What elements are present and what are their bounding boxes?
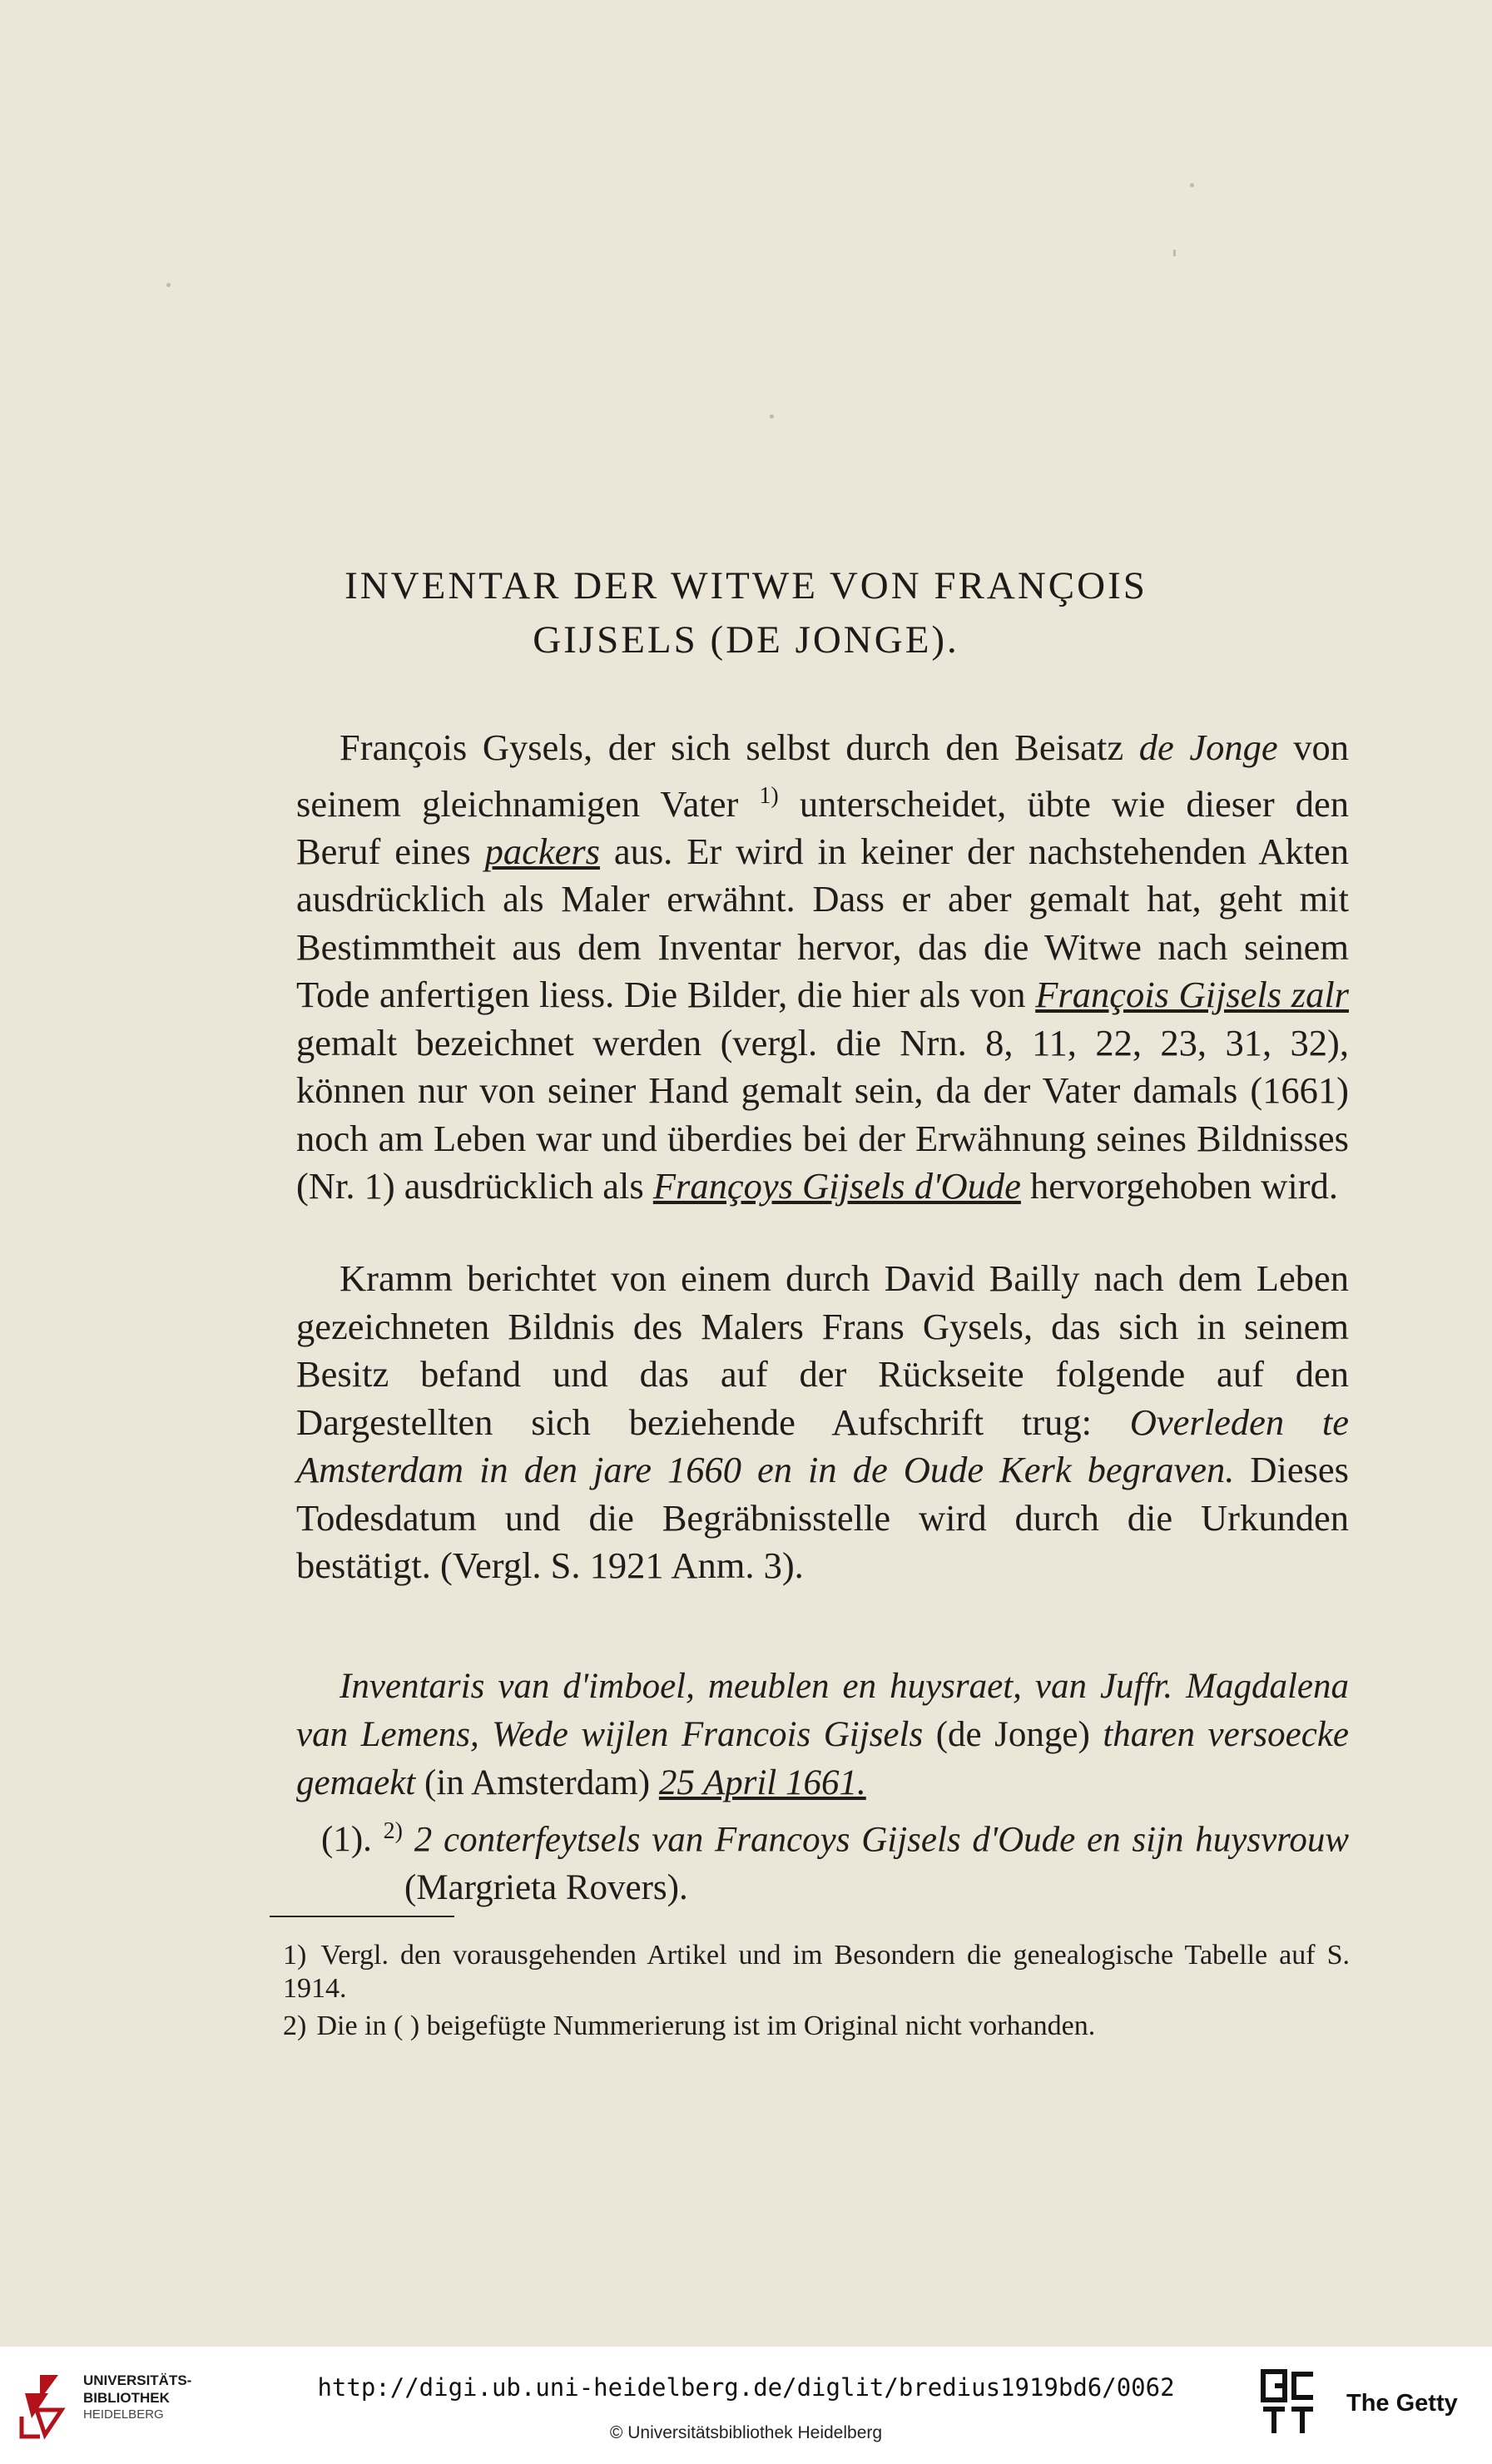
italic-run: tharen versoecke gemaekt [296,1715,1350,1802]
footnote-number: 2) [283,2010,307,2041]
paper-speck [1190,183,1194,187]
italic-run: François Gijsels zalr [1035,974,1349,1016]
permalink-url[interactable]: http://digi.ub.uni-heidelberg.de/diglit/bredius1919bd6/0062 [317,2373,1175,2402]
footnote-text: Vergl. den vorausgehenden Artikel und im Besondern die genealogische Tabelle auf S. 1914. [283,1940,1351,2004]
text-run: von seinem gleichnamigen Vater [296,726,1349,825]
text-run: gemalt bezeichnet werden (vergl. die Nrn. 8, 11, 22, 23, 31, 32), können nur von seiner Hand gemalt sein, da der Vater damals (1661) noch am Leben war und überdies bei der Erwähnung seines Bildnisses (Nr. 1) ausdrücklich als [296,1021,1349,1207]
library-name-line: HEIDELBERG [83,2407,164,2422]
body-paragraph-2 [296,1255,1349,1590]
text-run: unterscheidet, übte wie dieser den Beruf eines [296,782,1350,872]
footnote-ref: 1) [759,782,779,809]
italic-run: packers [484,830,600,872]
page-title-line-2: GIJSELS (DE JONGE). [533,618,959,662]
inventory-heading [296,1663,1349,1807]
footnote-text: Die in ( ) beigefügte Nummerierung ist im Original nicht vorhanden. [316,2010,1096,2041]
item-number: (1). [321,1820,372,1860]
paper-speck [770,414,774,419]
text-run: (in Amsterdam) [415,1763,659,1802]
footnote-number: 1) [283,1940,307,1971]
italic-run: Overleden te Amsterdam in den jare 1660 en in de Oude Kerk begraven. [296,1401,1349,1490]
text-run: aus. Er wird in keiner der nachstehenden Akten ausdrücklich als Maler erwähnt. Dass er aber gemalt hat, geht mit Bestimmtheit aus dem Inventar hervor, das die Witwe nach seinem Tode anfertigen liess. Die Bilder, die hier als von [296,830,1349,1016]
viewer-footer [0,2347,1492,2464]
partner-name[interactable]: The Getty [1346,2390,1458,2417]
text-run: (de Jonge) [923,1715,1103,1754]
page-title-line-1: INVENTAR DER WITWE VON FRANÇOIS [344,564,1148,607]
text-run: (Margrieta Rovers). [404,1868,688,1908]
body-paragraph-1 [296,724,1349,1211]
text-run: hervorgehoben wird. [1020,1165,1338,1207]
text-run: Dieses Todesdatum und die Begräbnisstelle wird durch die Urkunden bestätigt. (Vergl. S. 1921 Anm. 3). [296,1449,1349,1586]
italic-run: Françoys Gijsels d'Oude [652,1165,1021,1207]
paper-speck [166,283,171,287]
footnote-divider [270,1916,454,1917]
inventory-item-1 [296,1807,1349,1912]
italic-run: de Jonge [1138,726,1278,768]
footnote-ref: 2) [383,1818,403,1844]
text-run: Kramm berichtet von einem durch David Bailly nach dem Leben gezeichneten Bildnis des Malers Frans Gysels, das sich in seinem Besitz befand und das auf der Rückseite folgende auf den Dargestellten sich beziehende Aufschrift trug: [296,1257,1349,1443]
footnote-2 [283,2010,1350,2043]
paper-speck [1173,250,1176,256]
inventory-section [296,1663,1349,1912]
getty-logo-icon[interactable] [1260,2368,1316,2438]
footnote-1 [283,1939,1350,2005]
italic-run: 2 conterfeytsels van Francoys Gijsels d'Oude en sijn huysvrouw [402,1820,1349,1860]
copyright-notice: © Universitätsbibliothek Heidelberg [609,2423,883,2442]
library-name-line: BIBLIOTHEK [83,2390,170,2406]
italic-run: Inventaris van d'imboel, meublen en huysraet, van Juffr. Magdalena van Lemens, Wede wijlen Francois Gijsels [296,1667,1349,1754]
italic-run: 25 April 1661. [658,1763,866,1802]
library-name-line: UNIVERSITÄTS- [83,2372,192,2388]
text-run: François Gysels, der sich selbst durch den Beisatz [340,726,1139,768]
